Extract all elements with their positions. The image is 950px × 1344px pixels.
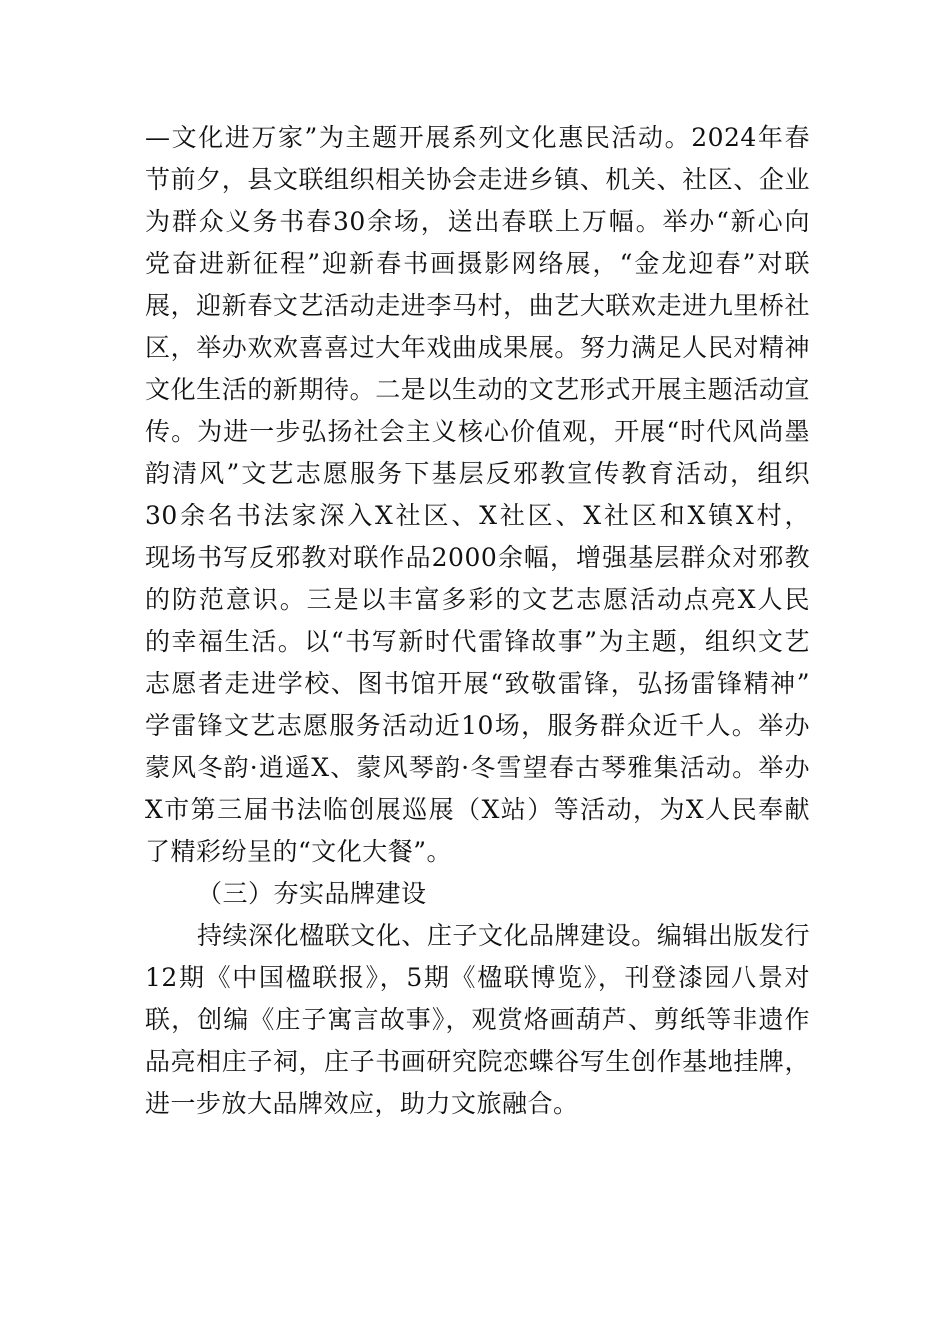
text-line: 学雷锋文艺志愿服务活动近10场，服务群众近千人。举办 <box>145 711 810 740</box>
text-line: 为群众义务书春30余场，送出春联上万幅。举办“新心向 <box>145 207 810 236</box>
text-line: 展，迎新春文艺活动走进李马村，曲艺大联欢走进九里桥社 <box>145 291 810 320</box>
text-line: 30余名书法家深入X社区、X社区、X社区和X镇X村， <box>145 501 810 530</box>
text-line: 品亮相庄子祠，庄子书画研究院恋蝶谷写生创作基地挂牌， <box>145 1047 810 1076</box>
text-line: 12期《中国楹联报》，5期《楹联博览》，刊登漆园八景对 <box>145 963 810 992</box>
text-line: 的幸福生活。以“书写新时代雷锋故事”为主题，组织文艺 <box>145 627 810 656</box>
text-line: 联，创编《庄子寓言故事》，观赏烙画葫芦、剪纸等非遗作 <box>145 1005 810 1034</box>
text-line: 的防范意识。三是以丰富多彩的文艺志愿活动点亮X人民 <box>145 585 810 614</box>
text-line: 文化生活的新期待。二是以生动的文艺形式开展主题活动宣 <box>145 375 810 404</box>
paragraph-brand-building <box>145 915 810 1125</box>
section-heading: （三）夯实品牌建设 <box>197 879 427 908</box>
paragraph-cultural-activities <box>145 117 810 873</box>
text-line: 区，举办欢欢喜喜过大年戏曲成果展。努力满足人民对精神 <box>145 333 810 362</box>
text-line: 现场书写反邪教对联作品2000余幅，增强基层群众对邪教 <box>145 543 810 572</box>
document-body <box>145 117 810 1125</box>
text-line: 韵清风”文艺志愿服务下基层反邪教宣传教育活动，组织 <box>145 459 810 488</box>
text-line: 节前夕，县文联组织相关协会走进乡镇、机关、社区、企业 <box>145 165 810 194</box>
text-line: 蒙风冬韵·逍遥X、蒙风琴韵·冬雪望春古琴雅集活动。举办 <box>145 753 810 782</box>
text-line: 进一步放大品牌效应，助力文旅融合。 <box>145 1089 579 1118</box>
text-line: 持续深化楹联文化、庄子文化品牌建设。编辑出版发行 <box>197 921 810 950</box>
text-line: 了精彩纷呈的“文化大餐”。 <box>145 837 453 866</box>
text-line: 传。为进一步弘扬社会主义核心价值观，开展“时代风尚墨 <box>145 417 810 446</box>
text-line: X市第三届书法临创展巡展（X站）等活动，为X人民奉献 <box>145 795 810 824</box>
text-line: 志愿者走进学校、图书馆开展“致敬雷锋，弘扬雷锋精神” <box>145 669 810 698</box>
text-line: —文化进万家”为主题开展系列文化惠民活动。2024年春 <box>145 123 810 152</box>
text-line: 党奋进新征程”迎新春书画摄影网络展，“金龙迎春”对联 <box>145 249 810 278</box>
